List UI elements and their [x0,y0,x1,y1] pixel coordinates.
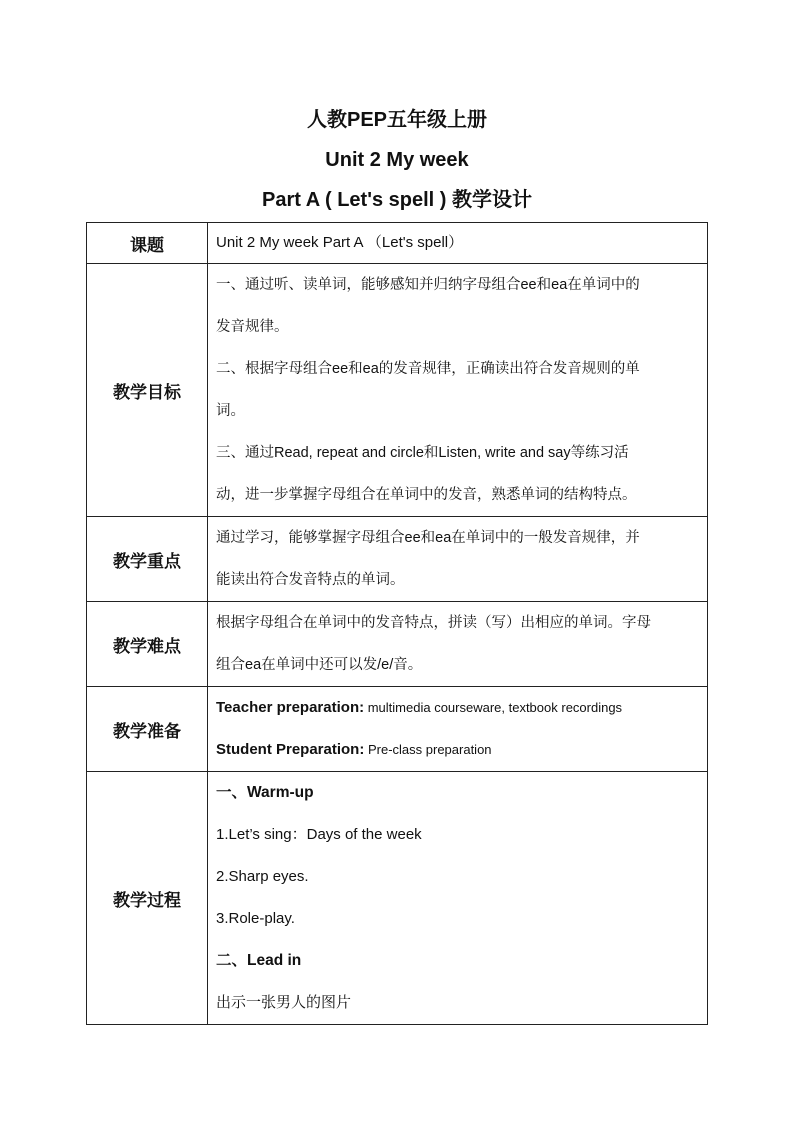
difficulties-label: 教学难点 [87,602,208,687]
objective-line: 一、通过听、读单词，能够感知并归纳字母组合ee和ea在单词中的 [216,277,640,293]
difficulty-line: 根据字母组合在单词中的发音特点，拼读（写）出相应的单词。字母 [216,615,651,631]
warm-up-item: 1.Let’s sing：Days of the week [216,826,422,843]
lesson-plan-table [86,222,708,1025]
lead-in-text: 出示一张男人的图片 [216,994,352,1011]
topic-row [87,223,708,264]
objective-line: 发音规律。 [216,319,289,335]
teacher-preparation-label: Teacher preparation: [216,699,365,716]
preparation-label: 教学准备 [87,687,208,772]
objective-line: 三、通过Read, repeat and circle和Listen, write and say等练习活 [216,445,629,461]
objectives-label: 教学目标 [87,264,208,517]
teacher-preparation [216,687,701,729]
difficulties-cell [208,602,708,687]
topic-value-cell [208,223,708,264]
title-textbook: 人教PEP五年级上册 [306,109,488,131]
key-points-cell [208,517,708,602]
topic-label: 课题 [87,223,208,264]
warm-up-heading: 一、Warm-up [216,784,314,801]
lead-in-heading: 二、Lead in [216,952,302,969]
student-preparation-value: Pre-class preparation [364,742,492,757]
topic-value: Unit 2 My week Part A （Let's spell） [216,234,464,251]
preparation-row [87,687,708,772]
objectives-cell [208,264,708,517]
student-preparation [216,729,701,771]
key-points-label: 教学重点 [87,517,208,602]
process-row [87,772,708,1025]
objective-line: 动，进一步掌握字母组合在单词中的发音，熟悉单词的结构特点。 [216,487,637,503]
key-points-row [87,517,708,602]
title-part: Part A ( Let's spell ) 教学设计 [262,189,532,211]
process-label: 教学过程 [87,772,208,1025]
warm-up-item: 3.Role-play. [216,910,295,927]
difficulties-row [87,602,708,687]
student-preparation-label: Student Preparation: [216,741,365,758]
teacher-preparation-value: multimedia courseware, textbook recordings [364,700,623,715]
objective-line: 二、根据字母组合ee和ea的发音规律，正确读出符合发音规则的单 [216,361,640,377]
objectives-row [87,264,708,517]
objective-line: 词。 [216,403,245,419]
key-point-line: 能读出符合发音特点的单词。 [216,572,405,588]
key-point-line: 通过学习，能够掌握字母组合ee和ea在单词中的一般发音规律，并 [216,530,640,546]
difficulty-line: 组合ea在单词中还可以发/e/音。 [216,657,423,673]
warm-up-item: 2.Sharp eyes. [216,868,309,885]
title-unit: Unit 2 My week [325,149,469,171]
preparation-cell [208,687,708,772]
document-title [0,100,794,220]
process-cell [208,772,708,1025]
